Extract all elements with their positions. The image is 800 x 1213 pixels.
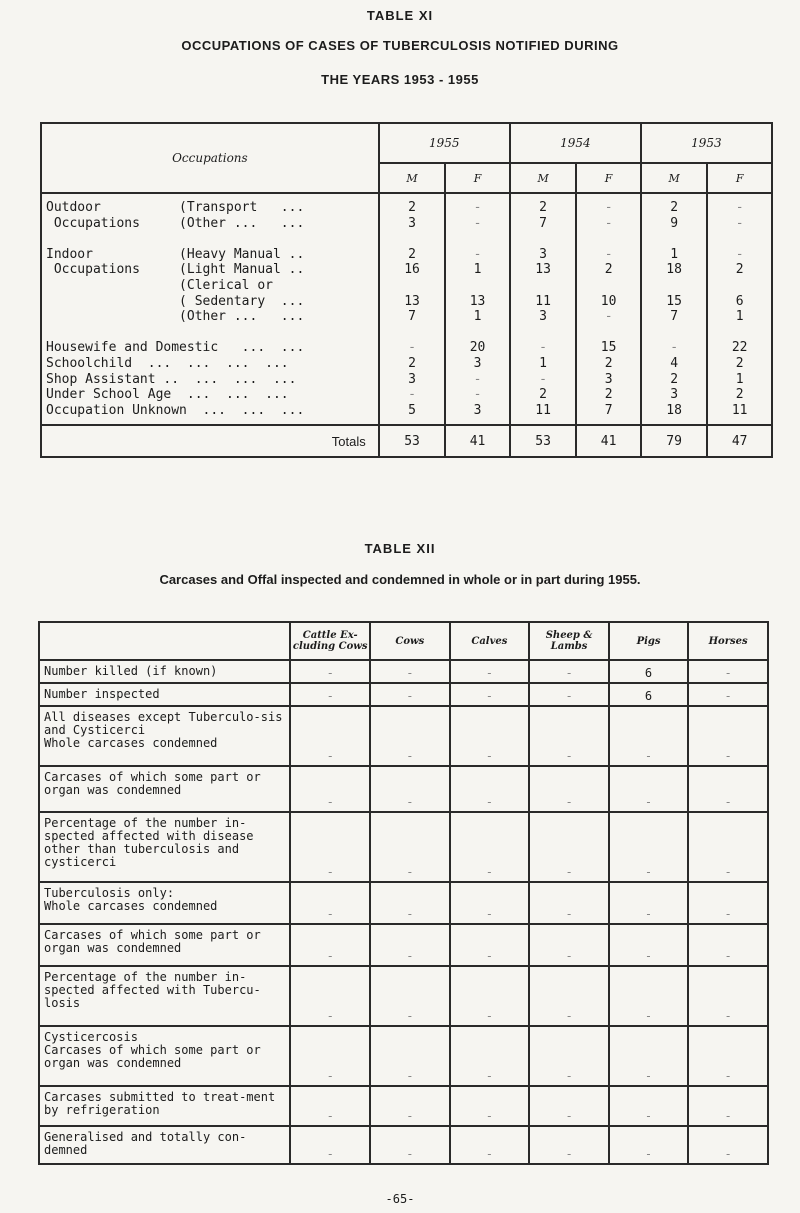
value-cell	[380, 278, 445, 294]
value-cell: -	[473, 387, 482, 403]
value-cell: -	[290, 683, 370, 706]
value-cell: -	[604, 200, 613, 215]
occupation-label: Indoor (Heavy Manual ..	[46, 246, 305, 262]
occupation-label: Occupations (Other ... ...	[46, 215, 305, 231]
value-cell: -	[609, 882, 688, 924]
value-cell: -	[604, 309, 613, 325]
value-cell: -	[370, 812, 449, 882]
value-cell: -	[688, 660, 768, 683]
value-cell: 7	[539, 215, 547, 231]
value-cell: 13	[469, 293, 486, 309]
value-cell: 4	[670, 355, 679, 371]
value-cell: -	[473, 200, 482, 215]
value-cell: 2	[408, 246, 416, 262]
row-label: Generalised and totally con-demned	[39, 1126, 290, 1164]
value-cell: -	[609, 812, 688, 882]
value-cell: 11	[731, 402, 748, 418]
value-cell: -	[688, 924, 768, 966]
value-cell: 7	[408, 309, 416, 325]
value-cell: -	[688, 683, 768, 706]
value-cell: -	[290, 660, 370, 683]
value-cell: -	[604, 246, 613, 262]
table-row	[39, 766, 768, 812]
totals-cell: 53	[510, 425, 577, 457]
table-xi-subtitle-line2: THE YEARS 1953 - 1955	[321, 72, 479, 87]
value-column	[510, 193, 577, 425]
table-xi-body	[41, 193, 772, 425]
value-cell: -	[450, 1026, 530, 1086]
value-cell: -	[450, 683, 530, 706]
header-year-1954: 1954	[510, 123, 641, 163]
value-cell: 2	[670, 200, 679, 215]
value-column	[707, 193, 772, 425]
value-cell: -	[529, 1026, 609, 1086]
table-row	[39, 966, 768, 1026]
row-label: Number killed (if known)	[39, 660, 290, 683]
value-cell: 2	[539, 200, 547, 215]
totals-cell: 41	[576, 425, 641, 457]
value-cell: -	[609, 924, 688, 966]
totals-cell: 53	[379, 425, 446, 457]
value-cell: 3	[539, 309, 547, 325]
value-cell: -	[450, 660, 530, 683]
occupation-label: Under School Age ... ... ...	[46, 387, 289, 403]
table-row	[39, 882, 768, 924]
page-number: -65-	[385, 1192, 415, 1206]
value-cell: -	[604, 215, 613, 231]
value-cell: -	[609, 1126, 688, 1164]
value-cell	[446, 325, 509, 341]
value-cell: 6	[735, 293, 744, 309]
table-row	[39, 660, 768, 683]
table-row	[39, 1086, 768, 1126]
value-cell: 2	[735, 387, 744, 403]
value-cell: -	[609, 966, 688, 1026]
value-cell: 1	[670, 246, 679, 262]
value-cell: -	[473, 215, 482, 231]
value-cell: -	[450, 766, 530, 812]
occupation-label: Shop Assistant .. ... ... ...	[46, 371, 297, 387]
value-cell: 11	[535, 402, 551, 418]
value-cell: 22	[731, 340, 748, 356]
value-cell: 18	[666, 262, 682, 278]
occupation-label: Outdoor (Transport ...	[46, 200, 305, 215]
value-cell: -	[688, 766, 768, 812]
totals-cell: 79	[641, 425, 708, 457]
header-f: F	[707, 163, 772, 193]
header-occupations: Occupations	[41, 123, 379, 193]
value-cell	[642, 231, 707, 247]
header-f: F	[576, 163, 641, 193]
value-cell: -	[688, 882, 768, 924]
value-cell: -	[370, 966, 449, 1026]
value-cell: 15	[600, 340, 617, 356]
value-cell	[708, 325, 771, 341]
value-cell: -	[290, 766, 370, 812]
value-cell: -	[370, 683, 449, 706]
column-header: Sheep & Lambs	[529, 622, 609, 660]
header-year-1955: 1955	[379, 123, 510, 163]
value-cell: -	[529, 1126, 609, 1164]
value-cell: 7	[670, 309, 679, 325]
value-cell: 2	[670, 371, 679, 387]
occupation-label	[46, 231, 378, 247]
table-row	[39, 812, 768, 882]
value-cell: 1	[473, 309, 482, 325]
header-m: M	[379, 163, 446, 193]
value-cell: 15	[666, 293, 682, 309]
value-cell: -	[370, 660, 449, 683]
value-cell: 2	[735, 355, 744, 371]
table-row	[39, 1026, 768, 1086]
table-xii-title: TABLE XII	[364, 541, 436, 556]
value-cell: 2	[604, 262, 613, 278]
value-cell	[642, 325, 707, 341]
column-header: Cows	[370, 622, 449, 660]
value-cell	[577, 325, 640, 341]
value-cell: -	[370, 1126, 449, 1164]
value-cell: 20	[469, 340, 486, 356]
value-cell: -	[609, 706, 688, 766]
column-header: Horses	[688, 622, 768, 660]
header-blank	[39, 622, 290, 660]
value-cell: 18	[666, 402, 682, 418]
occupation-label: Occupations (Light Manual ..	[46, 262, 305, 278]
value-cell: -	[609, 766, 688, 812]
row-label: Cysticercosis Carcases of which some part or organ was condemned	[39, 1026, 290, 1086]
value-cell: -	[408, 340, 416, 356]
value-cell: 2	[604, 355, 613, 371]
value-cell: 2	[604, 387, 613, 403]
value-cell	[577, 231, 640, 247]
occupation-column	[41, 193, 379, 425]
totals-cell: 47	[707, 425, 772, 457]
table-row	[39, 706, 768, 766]
value-cell: 3	[408, 215, 416, 231]
value-cell: -	[450, 966, 530, 1026]
value-cell	[577, 278, 640, 294]
value-cell: -	[370, 766, 449, 812]
totals-row	[41, 425, 772, 457]
value-cell: -	[290, 706, 370, 766]
value-cell: 10	[600, 293, 617, 309]
value-cell: 6	[609, 660, 688, 683]
value-cell: -	[450, 812, 530, 882]
value-cell: -	[450, 882, 530, 924]
value-cell: -	[688, 812, 768, 882]
value-cell: 3	[539, 246, 547, 262]
value-cell: -	[735, 200, 744, 215]
value-cell: -	[529, 966, 609, 1026]
value-cell	[380, 325, 445, 341]
value-cell: -	[529, 706, 609, 766]
row-label: Carcases of which some part or organ was condemned	[39, 766, 290, 812]
value-cell: 6	[609, 683, 688, 706]
totals-label: Totals	[41, 425, 379, 457]
value-cell	[708, 231, 771, 247]
occupation-label: (Clerical or	[46, 277, 273, 293]
table-xii	[38, 621, 769, 1165]
value-cell: -	[370, 706, 449, 766]
value-cell: -	[670, 340, 679, 356]
value-cell: 3	[670, 387, 679, 403]
occupation-label	[46, 325, 378, 341]
occupation-label: Housewife and Domestic ... ...	[46, 340, 305, 356]
value-cell: 11	[535, 293, 551, 309]
value-cell: -	[408, 387, 416, 403]
value-cell: -	[735, 215, 744, 231]
value-cell: 13	[404, 293, 420, 309]
value-cell: 3	[473, 402, 482, 418]
header-m: M	[510, 163, 577, 193]
value-column	[379, 193, 446, 425]
value-cell: -	[688, 966, 768, 1026]
value-cell: -	[290, 812, 370, 882]
value-cell: 3	[473, 355, 482, 371]
row-label: Percentage of the number in-spected affected with Tubercu-losis	[39, 966, 290, 1026]
value-column	[445, 193, 510, 425]
value-cell: -	[473, 371, 482, 387]
column-header: Pigs	[609, 622, 688, 660]
value-cell: -	[529, 924, 609, 966]
value-cell: -	[290, 1086, 370, 1126]
table-xii-subtitle: Carcases and Offal inspected and condemned in whole or in part during 1955.	[159, 572, 641, 587]
value-cell: -	[529, 660, 609, 683]
column-header: Cattle Ex-cluding Cows	[290, 622, 370, 660]
value-cell	[708, 278, 771, 294]
occupation-label: (Other ... ...	[46, 309, 305, 325]
occupation-label: Schoolchild ... ... ... ...	[46, 355, 289, 371]
value-cell: -	[473, 246, 482, 262]
value-cell	[446, 231, 509, 247]
value-cell	[380, 231, 445, 247]
value-cell: -	[688, 1086, 768, 1126]
value-cell: -	[290, 882, 370, 924]
value-cell: 9	[670, 215, 679, 231]
value-cell: -	[735, 246, 744, 262]
value-cell: -	[370, 1026, 449, 1086]
row-label: Number inspected	[39, 683, 290, 706]
value-cell: 16	[404, 262, 420, 278]
value-cell: -	[529, 1086, 609, 1126]
table-row	[39, 1126, 768, 1164]
value-column	[576, 193, 641, 425]
value-cell	[446, 278, 509, 294]
value-cell: -	[688, 1126, 768, 1164]
value-cell	[511, 231, 576, 247]
value-cell: -	[688, 1026, 768, 1086]
value-cell	[511, 278, 576, 294]
value-cell: -	[370, 882, 449, 924]
value-cell: -	[529, 766, 609, 812]
value-cell: 1	[473, 262, 482, 278]
row-label: All diseases except Tuberculo-sis and Cysticerci Whole carcases condemned	[39, 706, 290, 766]
value-cell: -	[290, 1026, 370, 1086]
value-cell	[511, 325, 576, 341]
value-cell: 3	[408, 371, 416, 387]
value-cell: -	[539, 340, 547, 356]
row-label: Carcases submitted to treat-ment by refrigeration	[39, 1086, 290, 1126]
value-cell: -	[370, 1086, 449, 1126]
occupation-label: ( Sedentary ...	[46, 293, 305, 309]
value-cell: 13	[535, 262, 551, 278]
value-cell: 7	[604, 402, 613, 418]
table-xi-title: TABLE XI	[366, 8, 434, 23]
value-column	[641, 193, 708, 425]
value-cell: -	[450, 706, 530, 766]
header-year-1953: 1953	[641, 123, 772, 163]
column-header: Calves	[450, 622, 530, 660]
totals-cell: 41	[445, 425, 510, 457]
value-cell: -	[450, 1126, 530, 1164]
row-label: Carcases of which some part or organ was condemned	[39, 924, 290, 966]
value-cell: 1	[735, 309, 744, 325]
value-cell: -	[609, 1026, 688, 1086]
table-xi	[40, 122, 773, 458]
header-f: F	[445, 163, 510, 193]
value-cell: 2	[539, 387, 547, 403]
value-cell: 1	[539, 355, 547, 371]
header-m: M	[641, 163, 708, 193]
table-xii-header	[39, 622, 768, 660]
table-row	[39, 924, 768, 966]
value-cell: -	[290, 924, 370, 966]
value-cell: -	[688, 706, 768, 766]
value-cell: 2	[735, 262, 744, 278]
value-cell: -	[529, 882, 609, 924]
value-cell: 2	[408, 355, 416, 371]
value-cell: -	[450, 924, 530, 966]
occupation-label: Occupation Unknown ... ... ...	[46, 402, 305, 418]
table-row	[39, 683, 768, 706]
value-cell	[642, 278, 707, 294]
value-cell: -	[529, 683, 609, 706]
value-cell: -	[529, 812, 609, 882]
value-cell: -	[290, 966, 370, 1026]
row-label: Percentage of the number in-spected affected with disease other than tuberculosis and cysticerci	[39, 812, 290, 882]
row-label: Tuberculosis only: Whole carcases condemned	[39, 882, 290, 924]
value-cell: -	[370, 924, 449, 966]
value-cell: 1	[735, 371, 744, 387]
table-xi-subtitle-line1: OCCUPATIONS OF CASES OF TUBERCULOSIS NOTIFIED DURING	[181, 38, 619, 53]
value-cell: -	[539, 371, 547, 387]
value-cell: -	[450, 1086, 530, 1126]
value-cell: 5	[408, 402, 416, 418]
value-cell: 3	[604, 371, 613, 387]
value-cell: -	[290, 1126, 370, 1164]
value-cell: 2	[408, 200, 416, 215]
value-cell: -	[609, 1086, 688, 1126]
